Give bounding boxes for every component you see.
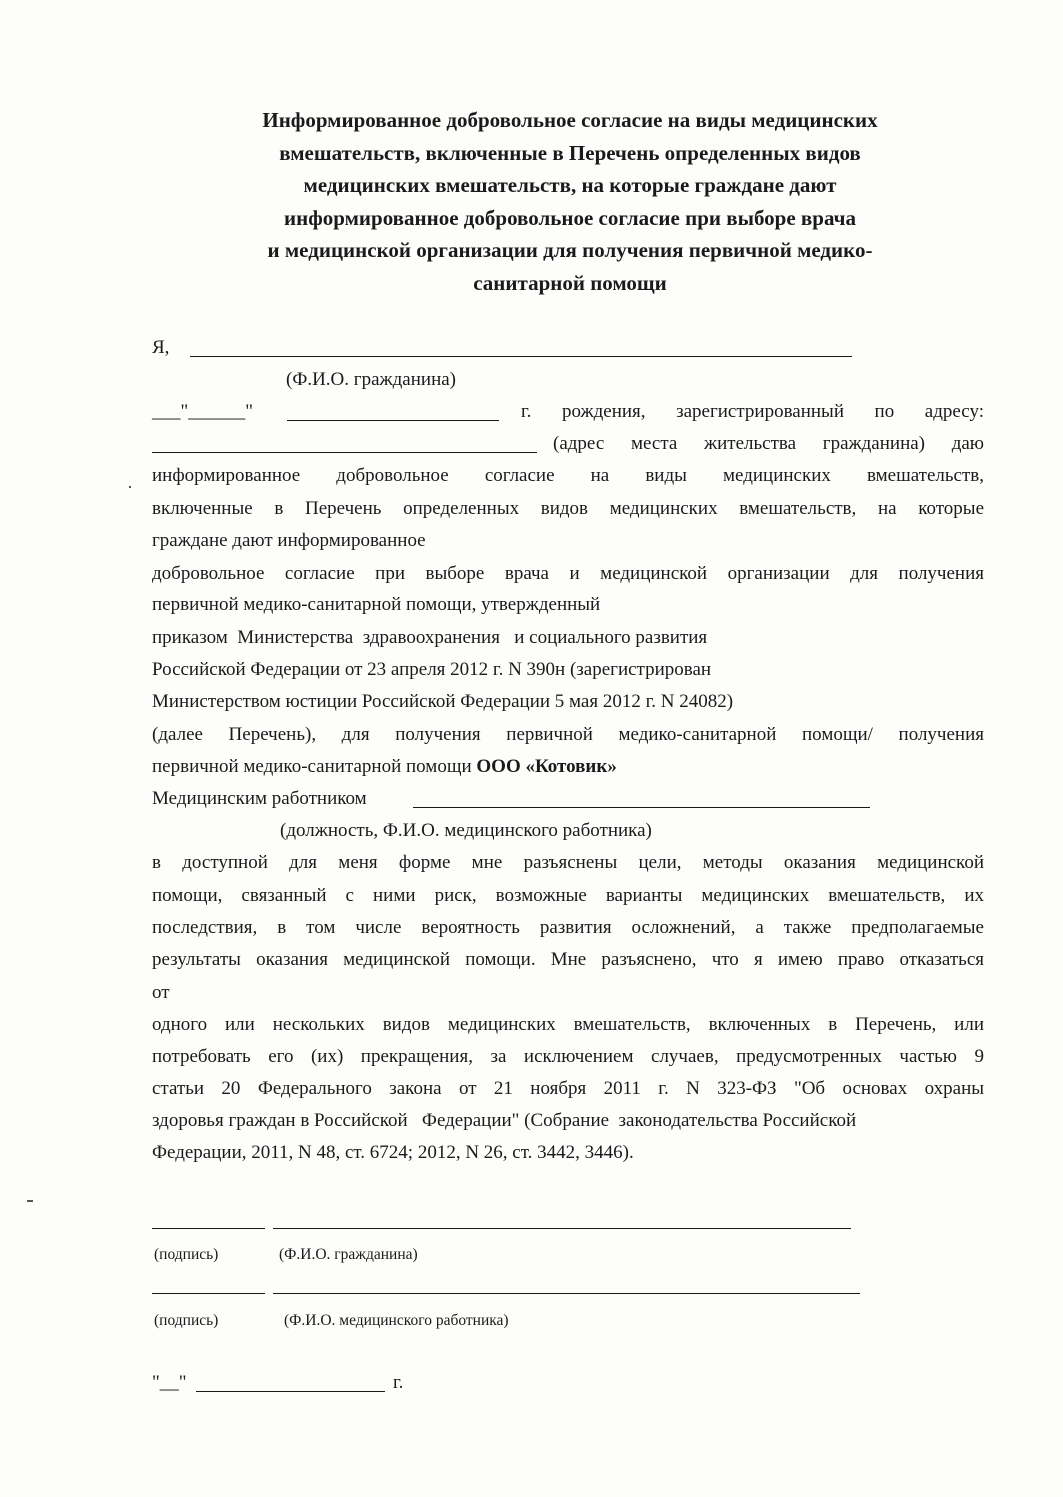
address-field[interactable] <box>152 452 537 453</box>
body-text-line: Российской Федерации от 23 апреля 2012 г. N 390н (зарегистрирован <box>152 659 712 680</box>
medworker-field[interactable] <box>413 807 870 808</box>
body-text-line: потребовать его (их) прекращения, за исключением случаев, предусмотренных частью 9 <box>152 1046 984 1067</box>
citizen-signature-field[interactable] <box>152 1228 265 1229</box>
i-prefix: Я, <box>152 337 170 358</box>
birth-date-field[interactable]: ___"______" <box>152 401 254 422</box>
body-text-line: (далее Перечень), для получения первичной медико-санитарной помощи/ получения <box>152 724 984 745</box>
sign-day-field[interactable]: "__" <box>152 1372 187 1393</box>
body-text-line: от <box>152 982 170 1003</box>
body-text-line: последствия, в том числе вероятность развития осложнений, а также предполагаемые <box>152 917 984 938</box>
sign-year-suffix: г. <box>393 1372 404 1393</box>
medworker-label: Медицинским работником <box>152 788 367 809</box>
body-text-line: одного или нескольких видов медицинских вмешательств, включенных в Перечень, или <box>152 1014 984 1035</box>
medworker-fio-signature-field[interactable] <box>273 1293 860 1294</box>
citizen-fio-caption: (Ф.И.О. гражданина) <box>286 369 456 390</box>
title-line: санитарной помощи <box>473 270 667 295</box>
body-text-line: информированное добровольное согласие на виды медицинских вмешательств, <box>152 465 984 486</box>
address-text: (адрес места жительства гражданина) даю <box>553 433 984 454</box>
title-line: медицинских вмешательств, на которые граждане дают <box>303 173 837 197</box>
medworker-fio-signature-caption: (Ф.И.О. медицинского работника) <box>284 1312 509 1329</box>
company-name: ООО «Котовик» <box>476 756 617 777</box>
body-text-line: включенные в Перечень определенных видов медицинских вмешательств, на которые <box>152 498 984 519</box>
body-text-line: статьи 20 Федерального закона от 21 ноября 2011 г. N 323-ФЗ "Об основах охраны <box>152 1078 984 1099</box>
body-text-line: результаты оказания медицинской помощи. Мне разъяснено, что я имею право отказаться <box>152 949 984 970</box>
medworker-caption: (должность, Ф.И.О. медицинского работника) <box>280 820 652 841</box>
body-text-fragment: первичной медико-санитарной помощи <box>152 756 477 777</box>
title-line: и медицинской организации для получения первичной медико- <box>267 238 873 262</box>
scan-speck <box>27 1200 33 1202</box>
title-line: Информированное добровольное согласие на виды медицинских <box>262 108 878 132</box>
birth-text: г. рождения, зарегистрированный по адресу: <box>521 401 984 422</box>
body-text-line: Министерством юстиции Российской Федерации 5 мая 2012 г. N 24082) <box>152 691 734 712</box>
body-text-line: первичной медико-санитарной помощи, утвержденный <box>152 594 601 615</box>
citizen-signature-caption: (подпись) <box>154 1246 219 1263</box>
citizen-fio-signature-field[interactable] <box>273 1228 851 1229</box>
title-line: информированное добровольное согласие при выборе врача <box>284 205 856 230</box>
sign-month-field[interactable] <box>196 1391 385 1392</box>
body-text-line: здоровья граждан в Российской Федерации" (Собрание законодательства Российской <box>152 1110 857 1131</box>
document-title <box>150 104 990 299</box>
body-text-line: Федерации, 2011, N 48, ст. 6724; 2012, N 26, ст. 3442, 3446). <box>152 1142 634 1163</box>
medworker-signature-field[interactable] <box>152 1293 265 1294</box>
birth-year-field[interactable] <box>287 420 499 421</box>
scan-speck <box>129 486 131 488</box>
body-text-line <box>152 755 617 779</box>
title-line: вмешательств, включенные в Перечень определенных видов <box>279 140 861 165</box>
medworker-signature-caption: (подпись) <box>154 1312 219 1329</box>
body-text-line: помощи, связанный с ними риск, возможные варианты медицинских вмешательств, их <box>152 885 984 906</box>
citizen-fio-signature-caption: (Ф.И.О. гражданина) <box>279 1246 418 1263</box>
citizen-fio-field[interactable] <box>190 356 852 357</box>
body-text-line: приказом Министерства здравоохранения и социального развития <box>152 627 708 648</box>
body-text-line: в доступной для меня форме мне разъяснены цели, методы оказания медицинской <box>152 852 984 873</box>
body-text-line: добровольное согласие при выборе врача и медицинской организации для получения <box>152 563 984 584</box>
body-text-line: граждане дают информированное <box>152 530 426 551</box>
